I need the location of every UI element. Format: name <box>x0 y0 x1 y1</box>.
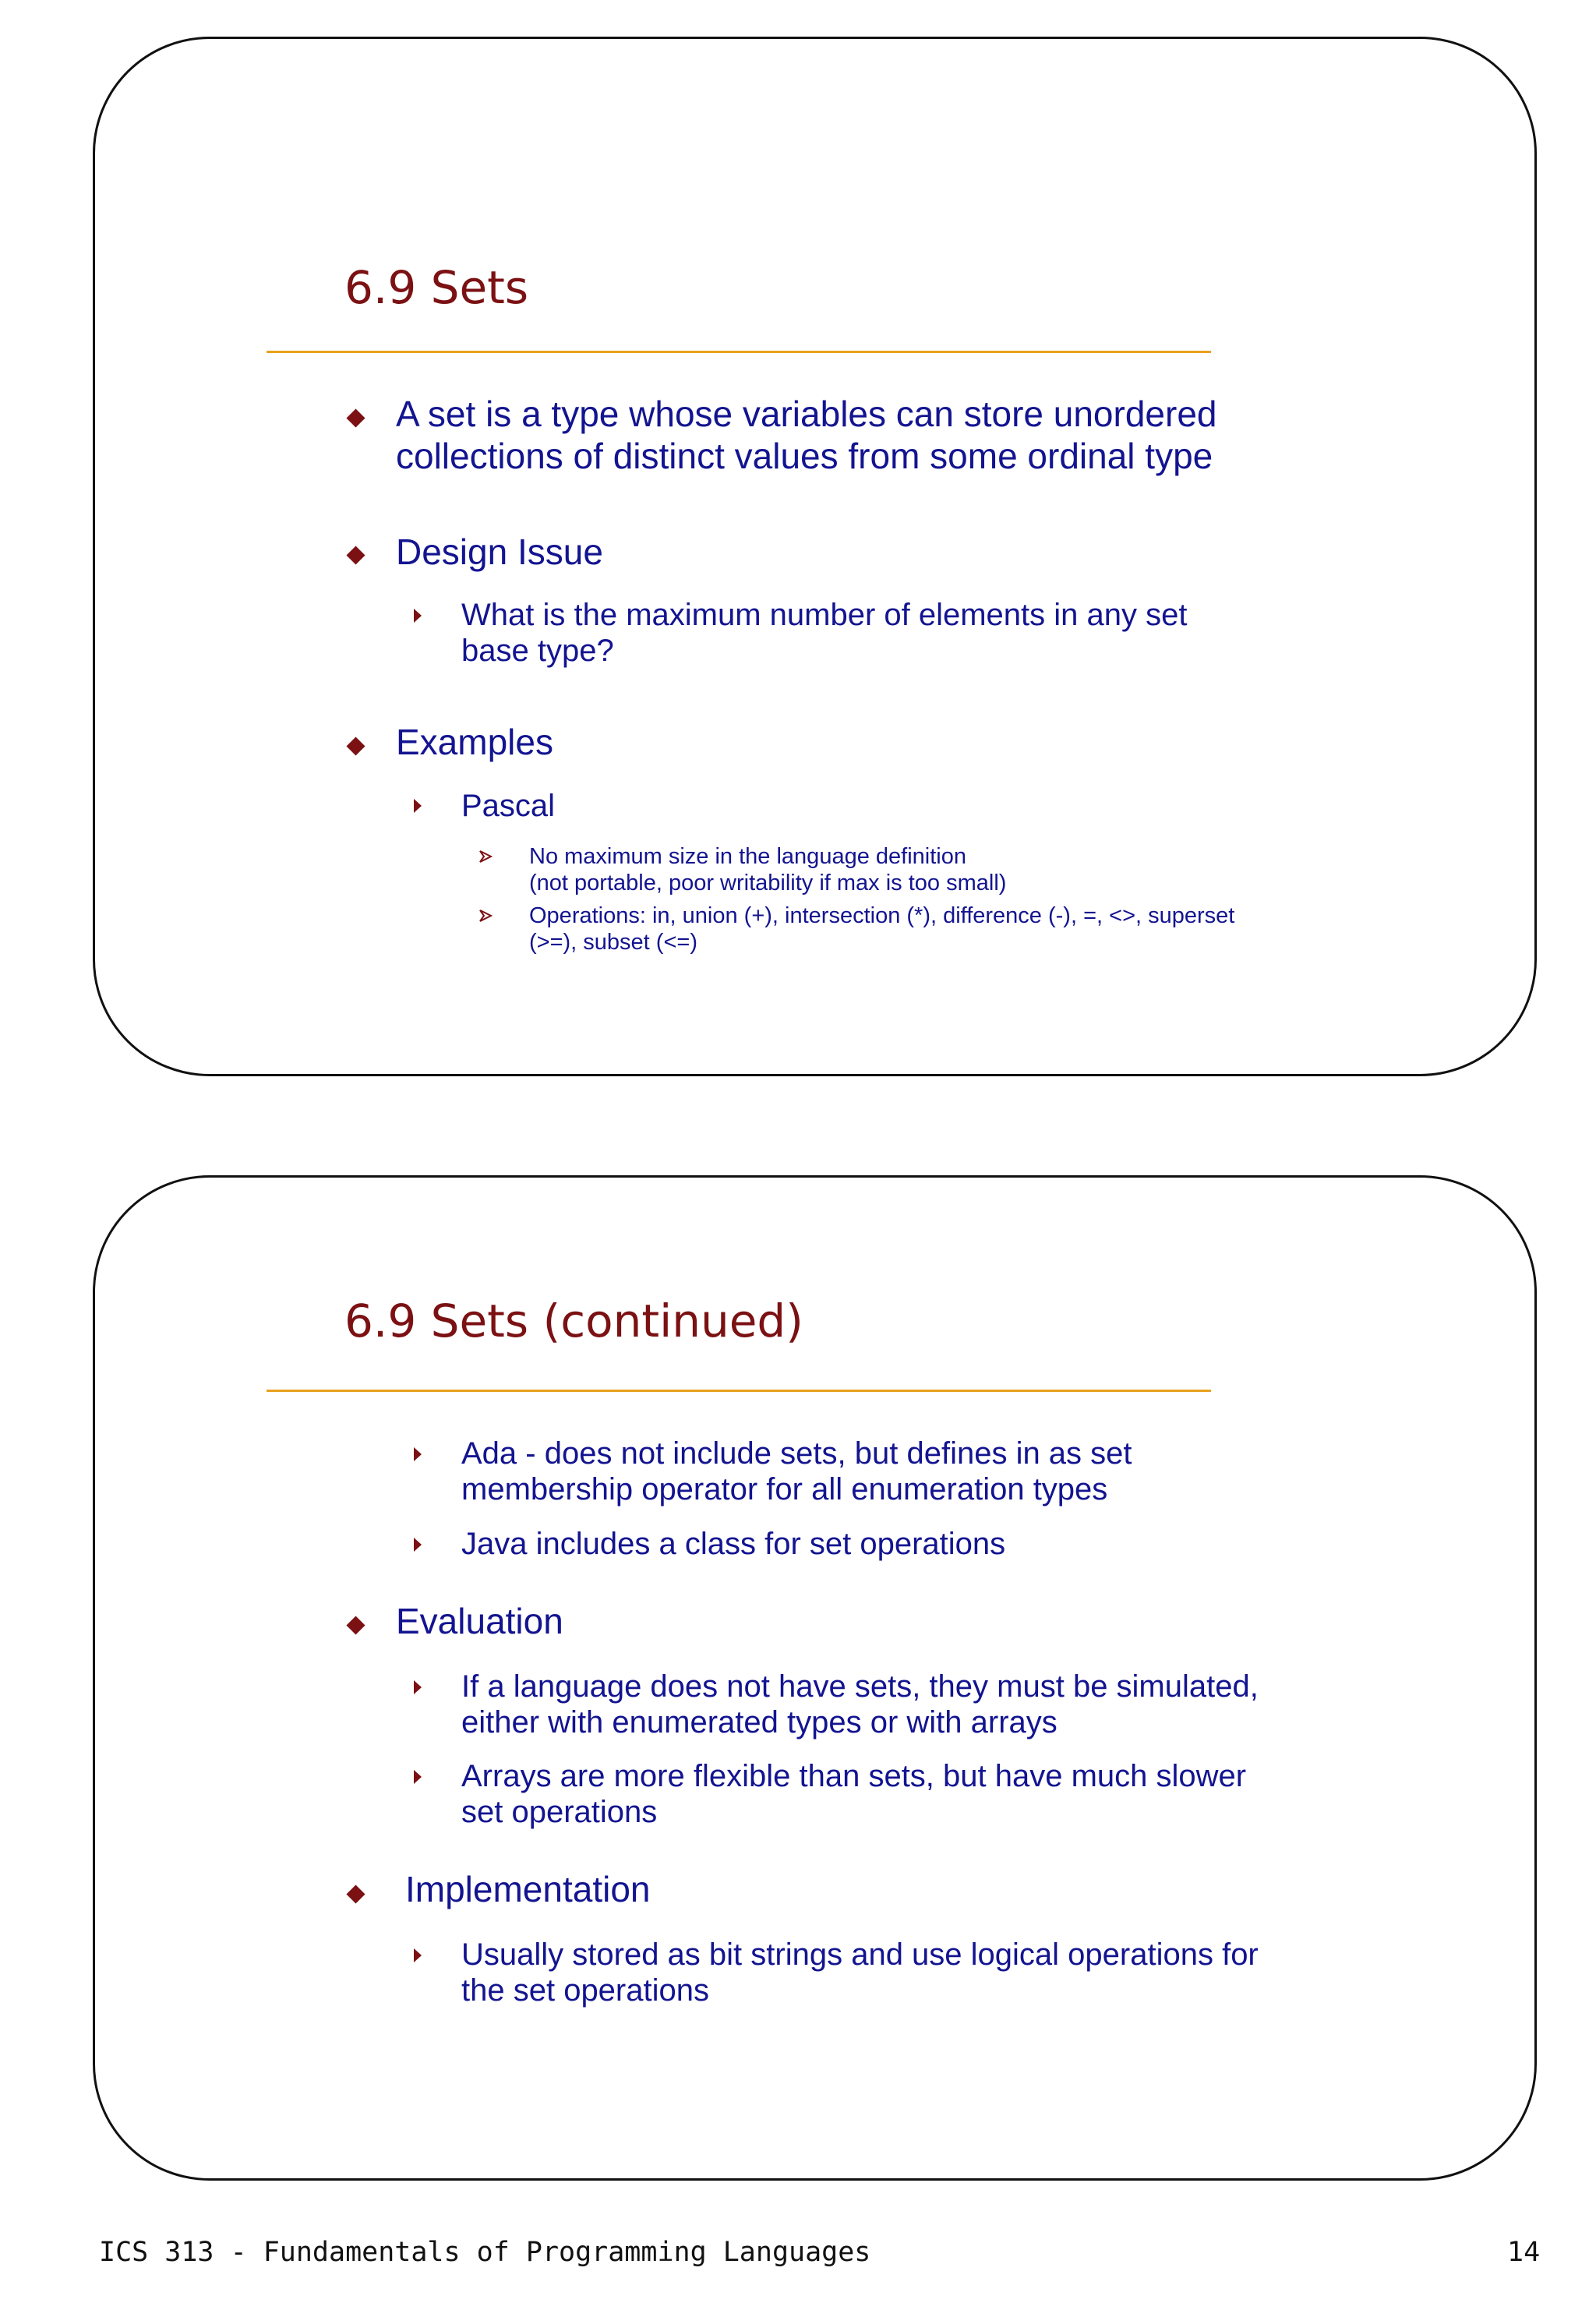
triangle-bullet-icon <box>414 1538 422 1552</box>
diamond-bullet-icon <box>346 546 365 564</box>
pascal-no-max: No maximum size in the language definition (not portable, poor writability if max is too small) <box>529 844 1007 895</box>
sub-bit-strings: Usually stored as bit strings and use logical operations for the set operations <box>461 1937 1259 2008</box>
slide-2 <box>93 1175 1537 2181</box>
pascal-operations: Operations: in, union (+), intersection (*), difference (-), =, <>, superset (>=), subset (<=) <box>529 903 1235 955</box>
arrowhead-bullet-icon <box>478 908 493 924</box>
title-rule <box>267 1390 1211 1392</box>
slide-1 <box>93 37 1537 1076</box>
bullet-implementation: Implementation <box>405 1869 651 1909</box>
title-rule <box>267 351 1211 353</box>
bullet-evaluation: Evaluation <box>396 1601 563 1641</box>
diamond-bullet-icon <box>346 1616 365 1634</box>
triangle-bullet-icon <box>414 799 422 813</box>
triangle-bullet-icon <box>414 1948 422 1962</box>
diamond-bullet-icon <box>346 1884 365 1903</box>
slide-2-title: 6.9 Sets (continued) <box>344 1295 803 1348</box>
triangle-bullet-icon <box>414 1770 422 1784</box>
arrowhead-bullet-icon <box>478 849 493 864</box>
bullet-set-definition: A set is a type whose variables can store unordered collections of distinct values from some ordinal type <box>396 394 1217 476</box>
sub-simulated: If a language does not have sets, they must be simulated, either with enumerated types or with arrays <box>461 1669 1259 1740</box>
sub-java: Java includes a class for set operations <box>461 1527 1006 1561</box>
bullet-examples: Examples <box>396 722 553 762</box>
footer-course-title: ICS 313 - Fundamentals of Programming Languages <box>99 2237 871 2268</box>
triangle-bullet-icon <box>414 1447 422 1461</box>
sub-ada: Ada - does not include sets, but defines in as set membership operator for all enumeration types <box>461 1436 1132 1506</box>
sub-max-elements: What is the maximum number of elements in any set base type? <box>461 598 1188 668</box>
page-number: 14 <box>1507 2237 1541 2268</box>
sub-pascal: Pascal <box>461 789 556 823</box>
diamond-bullet-icon <box>346 736 365 755</box>
bullet-design-issue: Design Issue <box>396 532 603 572</box>
diamond-bullet-icon <box>346 408 365 427</box>
slide-1-title: 6.9 Sets <box>344 261 529 314</box>
sub-arrays: Arrays are more flexible than sets, but have much slower set operations <box>461 1759 1247 1829</box>
triangle-bullet-icon <box>414 609 422 623</box>
triangle-bullet-icon <box>414 1680 422 1694</box>
